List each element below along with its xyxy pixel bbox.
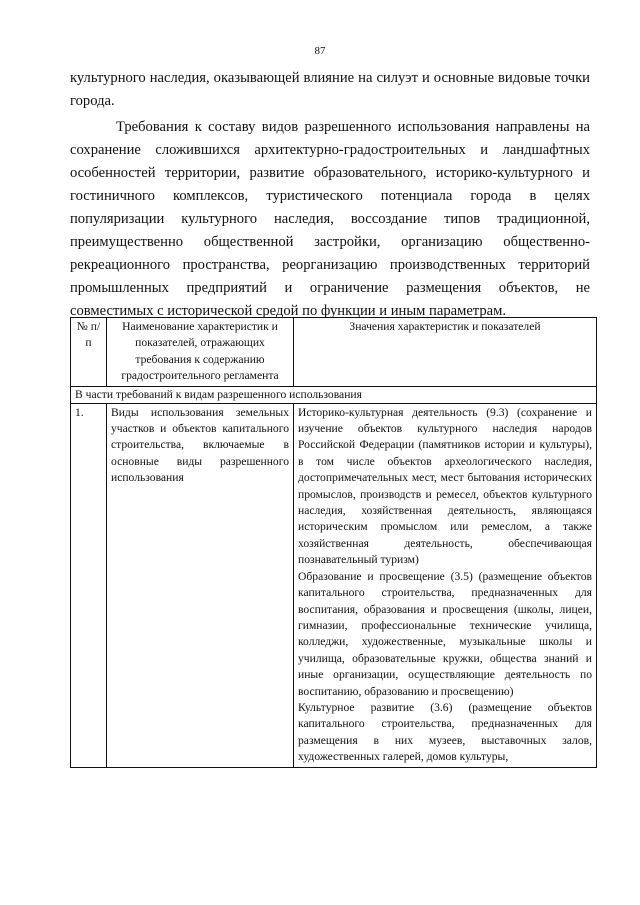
section-title: В части требований к видам разрешенного использования xyxy=(71,386,597,403)
header-name: Наименование характеристик и показателей, отражающих требования к содержанию градостроительного регламента xyxy=(107,318,294,387)
paragraph-requirements: Требования к составу видов разрешенного использования направлены на сохранение сложившихся архитектурно-градостроительных и ландшафтных особенностей территории, развитие образовательного, историко-культурного и гостиничного комплексов, туристического потенциала города в целях популяризации культурного наследия, воссоздание типов традиционной, преимущественно общественной застройки, организацию общественно-рекреационного пространства, реорганизацию производственных территорий промышленных предприятий и ограничение размещения объектов, не совместимых с исторической средой по функции и иным параметрам. xyxy=(70,119,590,319)
header-number: № п/п xyxy=(71,318,107,387)
requirements-table xyxy=(70,317,597,768)
value-block-cultural-development: Культурное развитие (3.6) (размещение объектов капитального строительства, предназначенных для размещения в них музеев, выставочных залов, художественных галерей, домов культуры, xyxy=(298,700,592,764)
value-block-education: Образование и просвещение (3.5) (размещение объектов капитального строительства, предназначенных для воспитания, образования и просвещения (школы, лицеи, гимназии, профессиональные технические училища, колледжи, художественные, музыкальные школы и училища, образовательные кружки, общества знаний и иные организации, осуществляющие деятельность по воспитанию, образованию и просвещению) xyxy=(298,569,592,698)
row-number: 1. xyxy=(71,403,107,767)
row-values xyxy=(294,403,597,767)
table-header-row xyxy=(71,318,597,387)
page-number: 87 xyxy=(314,45,326,57)
table-section-row xyxy=(71,386,597,403)
row-name: Виды использования земельных участков и объектов капитального строительства, включаемые в основные виды разрешенного использования xyxy=(107,403,294,767)
value-block-historical-cultural: Историко-культурная деятельность (9.3) (сохранение и изучение объектов культурного наследия народов Российской Федерации (памятников истории и культуры), в том числе объектов археологического наследия, достопримечательных мест, мест бытования исторических промыслов, производств и ремесел, объектов культурного наследия, хозяйственная деятельность, являющаяся историческим промыслом или ремеслом, а также хозяйственная деятельность, обеспечивающая познавательный туризм) xyxy=(298,405,592,567)
paragraph-continuation: культурного наследия, оказывающей влияние на силуэт и основные видовые точки города. xyxy=(70,70,590,109)
header-values: Значения характеристик и показателей xyxy=(294,318,597,387)
table-row xyxy=(71,403,597,767)
